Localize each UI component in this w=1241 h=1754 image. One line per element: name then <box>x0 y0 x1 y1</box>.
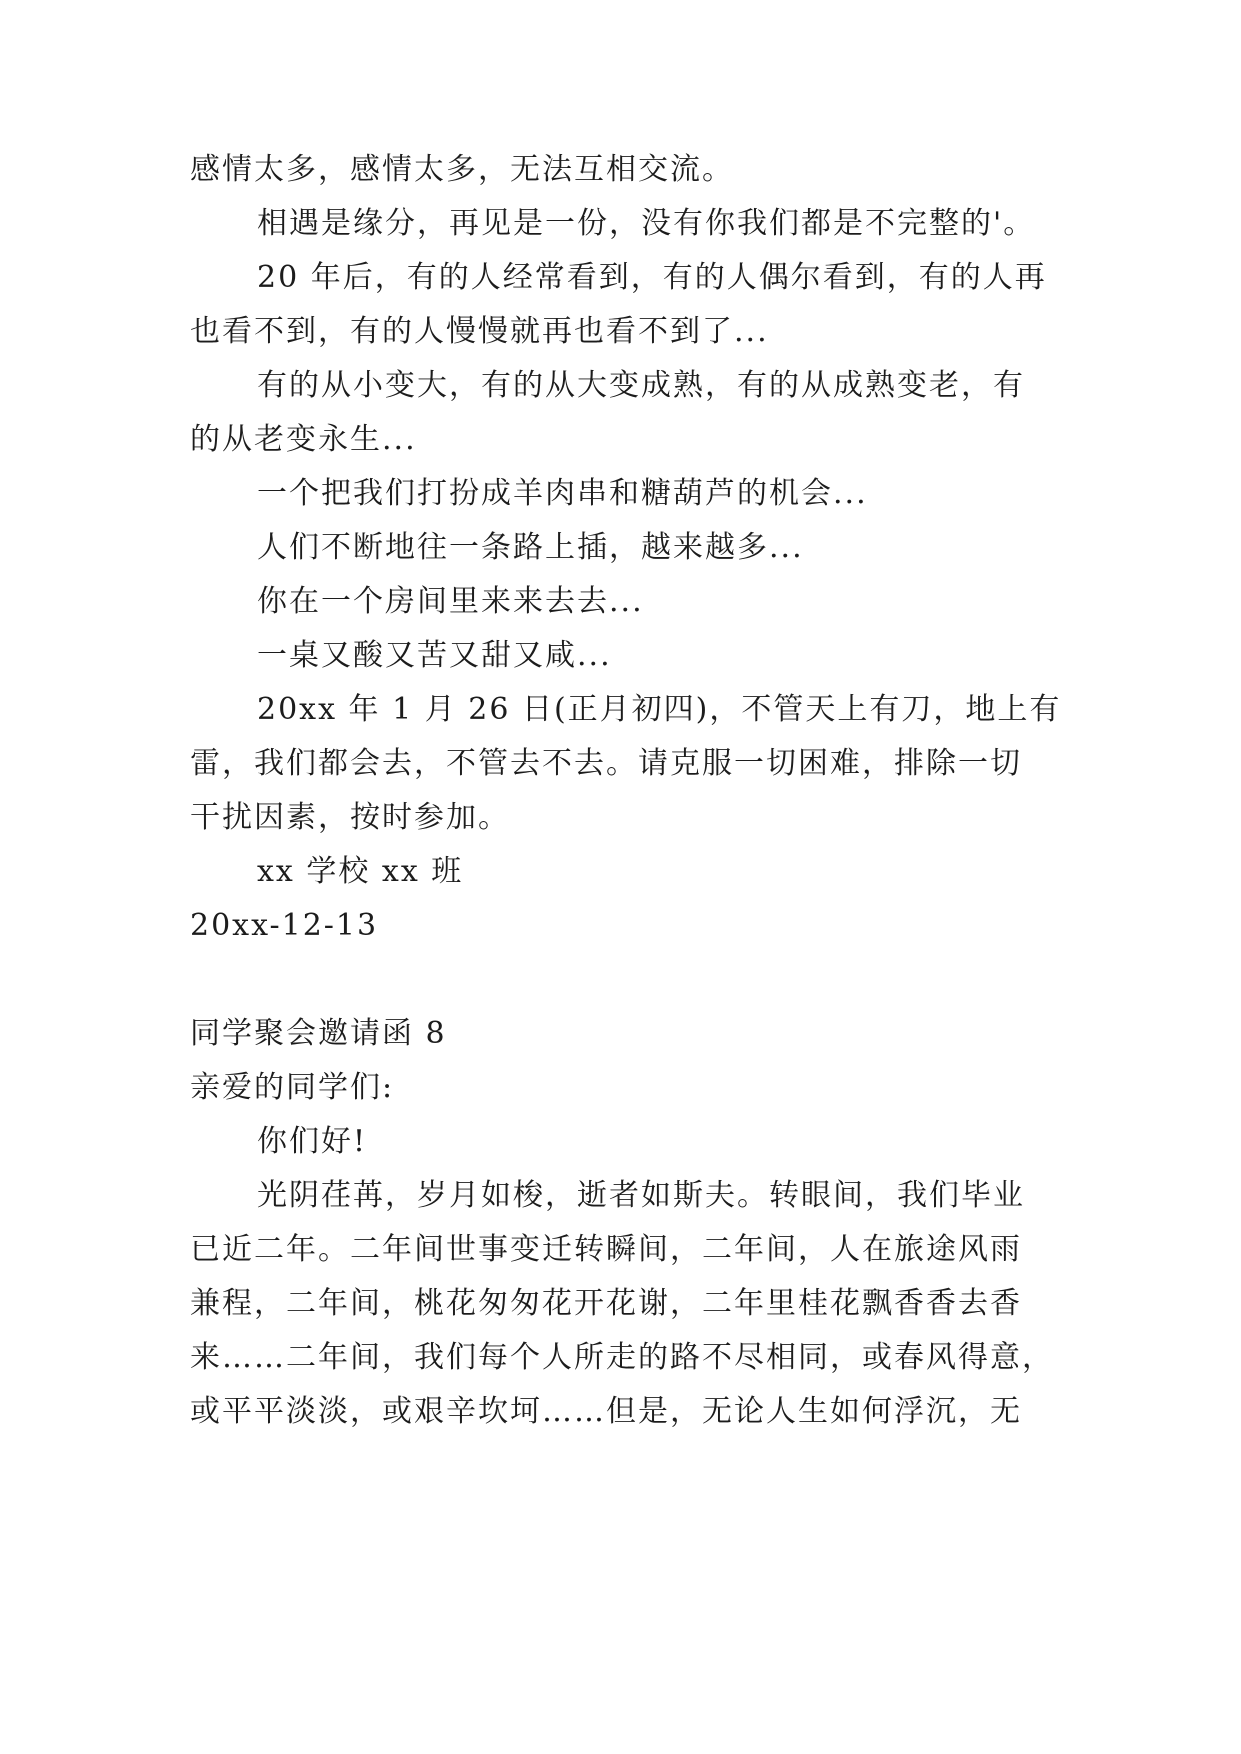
paragraph-line: 一个把我们打扮成羊肉串和糖葫芦的机会... <box>257 476 868 511</box>
letter-date: 20xx-12-13 <box>190 908 379 943</box>
greeting: 你们好! <box>257 1124 368 1159</box>
salutation: 亲爱的同学们: <box>190 1070 395 1105</box>
paragraph-line: 兼程，二年间，桃花匆匆花开花谢，二年里桂花飘香香去香 <box>190 1286 1022 1321</box>
signature: xx 学校 xx 班 <box>257 854 464 889</box>
paragraph-line: 你在一个房间里来来去去... <box>257 584 644 619</box>
paragraph-line: 雷，我们都会去，不管去不去。请克服一切困难，排除一切 <box>190 746 1022 781</box>
paragraph-line: 人们不断地往一条路上插，越来越多... <box>257 530 804 565</box>
paragraph-line: 一桌又酸又苦又甜又咸... <box>257 638 612 673</box>
paragraph-line: 有的从小变大，有的从大变成熟，有的从成熟变老，有 <box>257 368 1025 403</box>
paragraph-line: 相遇是缘分，再见是一份，没有你我们都是不完整的'。 <box>257 206 1036 241</box>
paragraph-line: 也看不到，有的人慢慢就再也看不到了... <box>190 314 769 349</box>
paragraph-line: 20 年后，有的人经常看到，有的人偶尔看到，有的人再 <box>257 260 1047 295</box>
paragraph-line: 光阴荏苒，岁月如梭，逝者如斯夫。转眼间，我们毕业 <box>257 1178 1025 1213</box>
paragraph-line: 20xx 年 1 月 26 日(正月初四)，不管天上有刀，地上有 <box>257 692 1062 727</box>
paragraph-line: 感情太多，感情太多，无法互相交流。 <box>190 152 734 187</box>
paragraph-line: 已近二年。二年间世事变迁转瞬间，二年间，人在旅途风雨 <box>190 1232 1022 1267</box>
paragraph-line: 干扰因素，按时参加。 <box>190 800 510 835</box>
paragraph-line: 来……二年间，我们每个人所走的路不尽相同，或春风得意， <box>190 1340 1054 1375</box>
section-title: 同学聚会邀请函 8 <box>190 1016 447 1051</box>
paragraph-line: 或平平淡淡，或艰辛坎坷……但是，无论人生如何浮沉，无 <box>190 1394 1022 1429</box>
paragraph-line: 的从老变永生... <box>190 422 417 457</box>
